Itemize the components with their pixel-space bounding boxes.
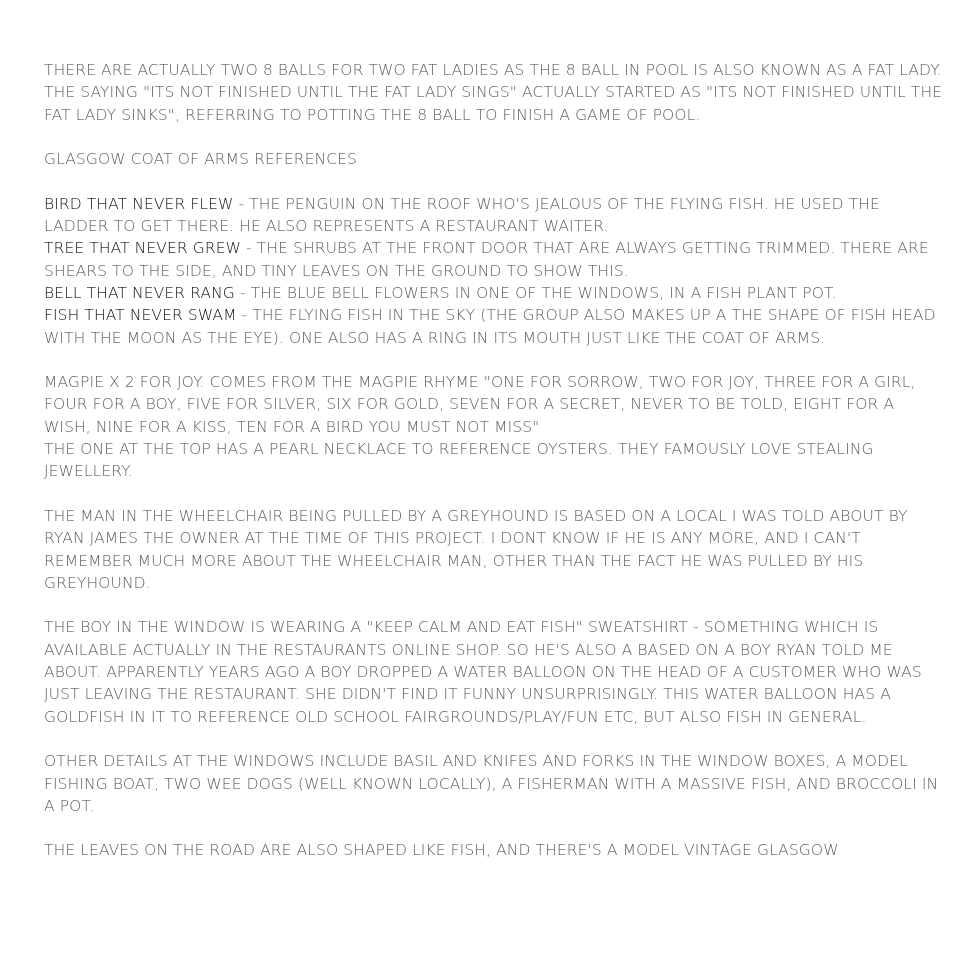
coat-item-term: BELL THAT NEVER RANG (44, 283, 235, 302)
coat-item-fish (44, 304, 944, 349)
magpie-rhyme-paragraph: MAGPIE X 2 FOR JOY. COMES FROM THE MAGPIE RHYME "ONE FOR SORROW, TWO FOR JOY, THREE FOR A GIRL, FOUR FOR A BOY, FIVE FOR SILVER, SIX FOR GOLD, SEVEN FOR A SECRET, NEVER TO BE TOLD, EIGHT FOR A WISH, NINE FOR A KISS, TEN FOR A BIRD YOU MUST NOT MISS" (44, 373, 916, 436)
coat-of-arms-list (44, 193, 944, 349)
other-details-paragraph: OTHER DETAILS AT THE WINDOWS INCLUDE BASIL AND KNIFES AND FORKS IN THE WINDOW BOXES, A MODEL FISHING BOAT, TWO WEE DOGS (WELL KNOWN LOCALLY), A FISHERMAN WITH A MASSIVE FISH, AND BROCCOLI IN A POT. (44, 752, 939, 815)
intro-paragraph: THERE ARE ACTUALLY TWO 8 BALLS FOR TWO FAT LADIES AS THE 8 BALL IN POOL IS ALSO KNOWN AS A FAT LADY. THE SAYING "ITS NOT FINISHED UNTIL THE FAT LADY SINGS" ACTUALLY STARTED AS "ITS NOT FINISHED UNTIL THE FAT LADY SINKS", REFERRING TO POTTING THE 8 BALL TO FINISH A GAME OF POOL. (44, 61, 943, 124)
wheelchair-paragraph: THE MAN IN THE WHEELCHAIR BEING PULLED BY A GREYHOUND IS BASED ON A LOCAL I WAS TOLD ABOUT BY RYAN JAMES THE OWNER AT THE TIME OF THIS PROJECT. I DONT KNOW IF HE IS ANY MORE, AND I CAN'T REMEMBER MUCH MORE ABOUT THE WHEELCHAIR MAN, OTHER THAN THE FACT HE WAS PULLED BY HIS GREYHOUND. (44, 506, 908, 592)
coat-item-term: TREE THAT NEVER GREW (44, 239, 242, 258)
coat-of-arms-heading: GLASGOW COAT OF ARMS REFERENCES (44, 150, 357, 169)
coat-item-text: - THE SHRUBS AT THE FRONT DOOR THAT ARE ALWAYS GETTING TRIMMED. THERE ARE SHEARS TO THE SIDE, AND TINY LEAVES ON THE GROUND TO SHOW THIS. (44, 239, 929, 280)
document-page (44, 59, 944, 862)
coat-item-term: FISH THAT NEVER SWAM (44, 306, 237, 325)
coat-item-tree (44, 237, 944, 282)
coat-item-bird (44, 193, 944, 238)
magpie-pearl-paragraph: THE ONE AT THE TOP HAS A PEARL NECKLACE TO REFERENCE OYSTERS. THEY FAMOUSLY LOVE STEALING JEWELLERY. (44, 440, 874, 481)
coat-item-text: - THE FLYING FISH IN THE SKY (THE GROUP ALSO MAKES UP A THE SHAPE OF FISH HEAD WITH THE MOON AS THE EYE). ONE ALSO HAS A RING IN ITS MOUTH JUST LIKE THE COAT OF ARMS. (44, 306, 936, 347)
coat-item-term: BIRD THAT NEVER FLEW (44, 194, 234, 213)
coat-item-text: - THE BLUE BELL FLOWERS IN ONE OF THE WINDOWS, IN A FISH PLANT POT. (234, 283, 837, 302)
coat-item-text: - THE PENGUIN ON THE ROOF WHO'S JEALOUS OF THE FLYING FISH. HE USED THE LADDER TO GET THERE. HE ALSO REPRESENTS A RESTAURANT WAITER. (44, 194, 880, 236)
leaves-paragraph: THE LEAVES ON THE ROAD ARE ALSO SHAPED LIKE FISH, AND THERE'S A MODEL VINTAGE GLASGOW (44, 841, 839, 860)
boy-window-paragraph: THE BOY IN THE WINDOW IS WEARING A "KEEP CALM AND EAT FISH" SWEATSHIRT - SOMETHING WHICH IS AVAILABLE ACTUALLY IN THE RESTAURANTS ONLINE SHOP. SO HE'S ALSO A BASED ON A BOY RYAN TOLD ME ABOUT. APPARENTLY YEARS AGO A BOY DROPPED A WATER BALLOON ON THE HEAD OF A CUSTOMER WHO WAS JUST LEAVING THE RESTAURANT. SHE DIDN'T FIND IT FUNNY UNSURPRISINGLY. THIS WATER BALLOON HAS A GOLDFISH IN IT TO REFERENCE OLD SCHOOL FAIRGROUNDS/PLAY/FUN ETC, BUT ALSO FISH IN GENERAL. (44, 618, 922, 726)
magpie-section (44, 371, 944, 482)
coat-item-bell (44, 282, 944, 304)
